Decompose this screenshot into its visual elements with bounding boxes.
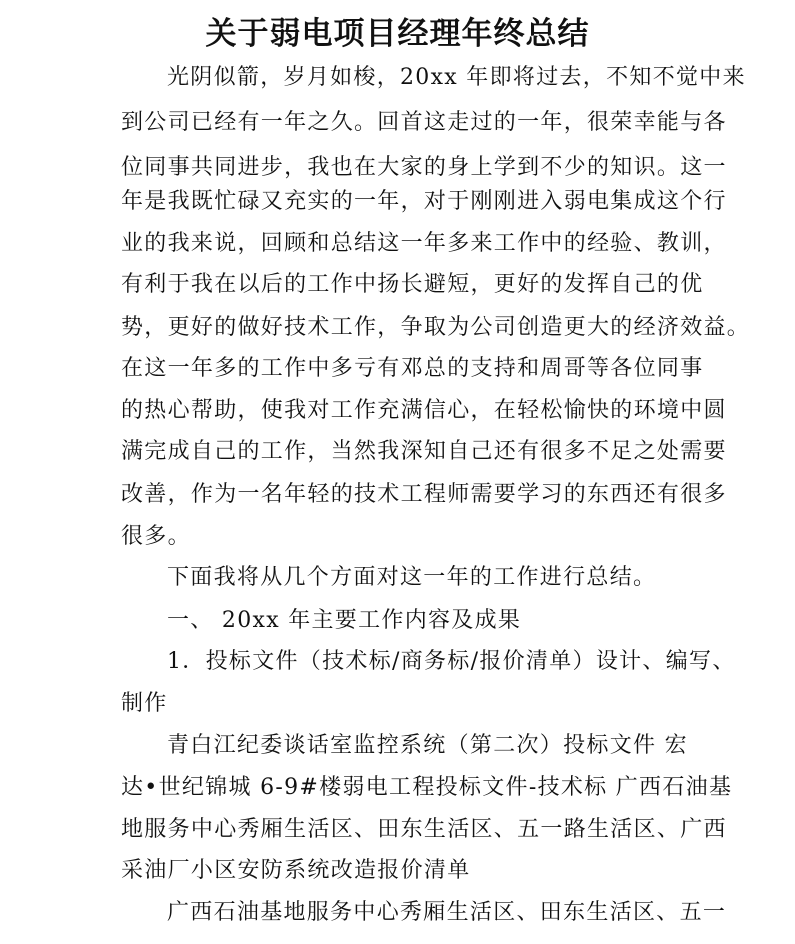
paragraph-line: 到公司已经有一年之久。回首这走过的一年，很荣幸能与各: [121, 110, 727, 135]
paragraph-line: 地服务中心秀厢生活区、田东生活区、五一路生活区、广西: [121, 817, 727, 842]
paragraph-line: 采油厂小区安防系统改造报价清单: [121, 858, 471, 883]
paragraph-line: 广西石油基地服务中心秀厢生活区、田东生活区、五一: [167, 900, 727, 925]
paragraph-line: 的热心帮助，使我对工作充满信心，在轻松愉快的环境中圆: [121, 398, 727, 423]
section-heading: 一、 20xx 年主要工作内容及成果: [167, 608, 522, 633]
paragraph-line: 很多。: [121, 524, 191, 549]
paragraph-line: 满完成自己的工作，当然我深知自己还有很多不足之处需要: [121, 439, 727, 464]
paragraph-line: 制作: [121, 691, 168, 716]
paragraph-line: 业的我来说，回顾和总结这一年多来工作中的经验、教训，: [121, 231, 727, 256]
paragraph-line: 青白江纪委谈话室监控系统（第二次）投标文件 宏: [167, 733, 688, 758]
paragraph-line: 光阴似箭，岁月如梭，20xx 年即将过去，不知不觉中来: [167, 65, 746, 90]
document-title: 关于弱电项目经理年终总结: [205, 16, 590, 52]
paragraph-line: 年是我既忙碌又充实的一年，对于刚刚进入弱电集成这个行: [121, 189, 727, 214]
paragraph-line: 位同事共同进步，我也在大家的身上学到不少的知识。这一: [121, 155, 727, 180]
paragraph-line: 达•世纪锦城 6-9#楼弱电工程投标文件-技术标 广西石油基: [121, 775, 733, 800]
paragraph-line: 在这一年多的工作中多亏有邓总的支持和周哥等各位同事: [121, 356, 704, 381]
paragraph-line: 势，更好的做好技术工作，争取为公司创造更大的经济效益。: [121, 315, 751, 340]
subsection-heading: 1．投标文件（技术标/商务标/报价清单）设计、编写、: [167, 649, 736, 674]
paragraph-line: 改善，作为一名年轻的技术工程师需要学习的东西还有很多: [121, 482, 727, 507]
paragraph-line: 有利于我在以后的工作中扬长避短，更好的发挥自己的优: [121, 272, 704, 297]
paragraph-line: 下面我将从几个方面对这一年的工作进行总结。: [167, 565, 657, 590]
